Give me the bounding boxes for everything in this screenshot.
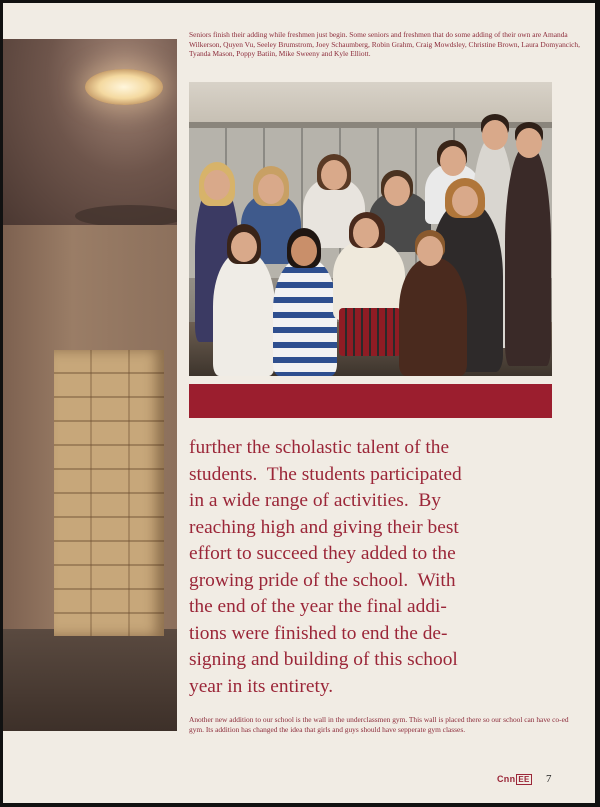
group-photo-caption: Seniors finish their adding while freshmen just begin. Some seniors and freshmen that do some adding of their own are Amanda Wilkerson, Quyen Vu, Seeley Brumstrom, Joey Schaumberg, Robin Grahm, Craig Mowdsley, Christine Brown, Laura Domyancich, Tyanda Mason, Poppy Batiin, Mike Sweeny and Kyle Elliott. [189,30,580,59]
ceiling-recess [75,205,177,227]
student-face [204,170,230,200]
student-face [291,236,317,266]
brick-wall-pillar [54,350,164,636]
student-face [440,146,466,176]
student-face [482,120,508,150]
section-logo [497,774,532,785]
body-line: tions were finished to end the de- [189,622,448,644]
gym-wall-caption: Another new addition to our school is the wall in the underclassmen gym. This wall is placed there so our school can have co-ed gym. Its addition has changed the idea that girls and guys should have sepperate gym classes. [189,715,569,734]
red-accent-bar [189,384,552,418]
student-figure [505,146,551,366]
student-figure [339,308,401,356]
ceiling-lamp [85,69,163,105]
section-logo-box: EE [518,775,530,784]
page-number: 7 [546,773,552,785]
student-face [516,128,542,158]
student-face [231,232,257,262]
body-line: students. The students participated [189,463,462,485]
body-copy [189,435,569,700]
student-face [452,186,478,216]
student-face [384,176,410,206]
student-face [417,236,443,266]
student-figure [399,258,467,376]
hallway-floor [3,629,177,731]
body-line: signing and building of this school [189,649,458,670]
student-figure [273,258,337,376]
hallway-ceiling [3,39,177,229]
body-line: further the scholastic talent of the [189,437,450,458]
body-line: year in its entirety. [189,675,334,697]
student-face [258,174,284,204]
hallway-photo [3,39,177,731]
student-face [353,218,379,248]
student-group-photo [189,82,552,376]
section-logo-text: Cnn [497,774,516,784]
body-line: effort to succeed they added to the [189,543,456,564]
body-line: reaching high and giving their best [189,516,459,538]
yearbook-page [3,3,595,803]
body-line: in a wide range of activities. By [189,490,442,511]
student-face [321,160,347,190]
student-figure [213,252,275,376]
body-line: the end of the year the final addi- [189,596,447,617]
body-line: growing pride of the school. With [189,569,456,591]
